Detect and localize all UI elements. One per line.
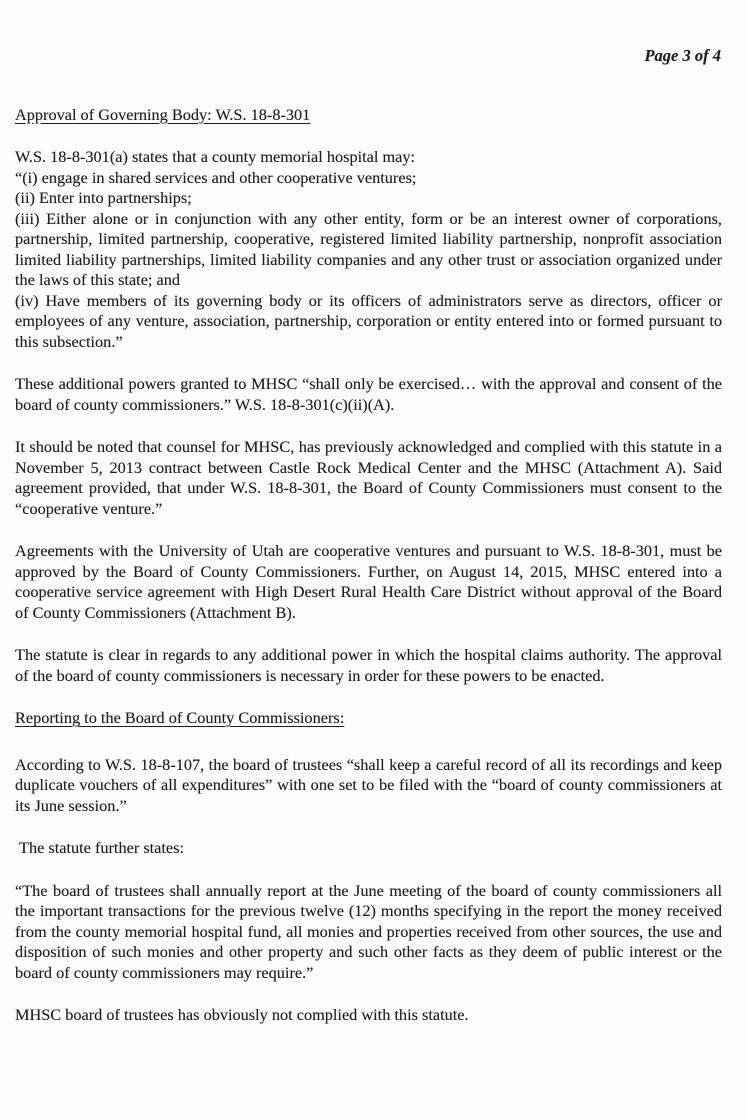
- statute-item-ii: (ii) Enter into partnerships;: [15, 188, 192, 207]
- paragraph-not-complied: MHSC board of trustees has obviously not complied with this statute.: [15, 1005, 469, 1024]
- page-number: Page 3 of 4: [644, 46, 721, 65]
- statute-item-iv: (iv) Have members of its governing body or its officers of administrators serve as directors, officer or employees of any venture, association, partnership, corporation or entity entered into or formed pursuant to this subsection.”: [15, 290, 722, 351]
- paragraph-university-of-utah: Agreements with the University of Utah are cooperative ventures and pursuant to W.S. 18-8-301, must be approved by the Board of County Commissioners. Further, on August 14, 2015, MHSC entered into a cooperative service agreement with High Desert Rural Health Care District without approval of the Board of County Commissioners (Attachment B).: [15, 541, 722, 622]
- paragraph-additional-powers: These additional powers granted to MHSC “shall only be exercised… with the approval and consent of the board of county commissioners.” W.S. 18-8-301(c)(ii)(A).: [15, 374, 722, 414]
- section-heading-reporting: Reporting to the Board of County Commissioners:: [15, 708, 345, 727]
- paragraph-counsel-acknowledged: It should be noted that counsel for MHSC, has previously acknowledged and complied with this statute in a November 5, 2013 contract between Castle Rock Medical Center and the MHSC (Attachment A). Said agreement provided, that under W.S. 18-8-301, the Board of County Commissioners must consent to the “cooperative venture.”: [15, 437, 722, 518]
- paragraph-statute-further-states: The statute further states:: [19, 838, 185, 857]
- paragraph-board-annual-report-quote: “The board of trustees shall annually report at the June meeting of the board of county commissioners all the important transactions for the previous twelve (12) months specifying in the report the money received from the county memorial hospital fund, all monies and properties received from other sources, the use and disposition of such monies and other property and such other facts as they deem of public interest or the board of county commissioners may require.”: [15, 880, 722, 982]
- statute-intro-line: W.S. 18-8-301(a) states that a county memorial hospital may:: [15, 147, 416, 166]
- statute-item-iii: (iii) Either alone or in conjunction with any other entity, form or be an interest owner of corporations, partnership, limited partnership, cooperative, registered limited liability partnership, nonprofit association limited liability partnerships, limited liability companies and any other trust or association organized under the laws of this state; and: [15, 208, 722, 289]
- statute-item-i: “(i) engage in shared services and other cooperative ventures;: [15, 167, 417, 187]
- paragraph-according-to-statute: According to W.S. 18-8-107, the board of trustees “shall keep a careful record of all its recordings and keep duplicate vouchers of all expenditures” with one set to be filed with the “board of county commissioners at its June session.”: [15, 754, 722, 815]
- section-heading-approval-governing-body: Approval of Governing Body: W.S. 18-8-301: [15, 104, 311, 124]
- paragraph-statute-is-clear: The statute is clear in regards to any additional power in which the hospital claims authority. The approval of the board of county commissioners is necessary in order for these powers to be enacted.: [15, 645, 722, 685]
